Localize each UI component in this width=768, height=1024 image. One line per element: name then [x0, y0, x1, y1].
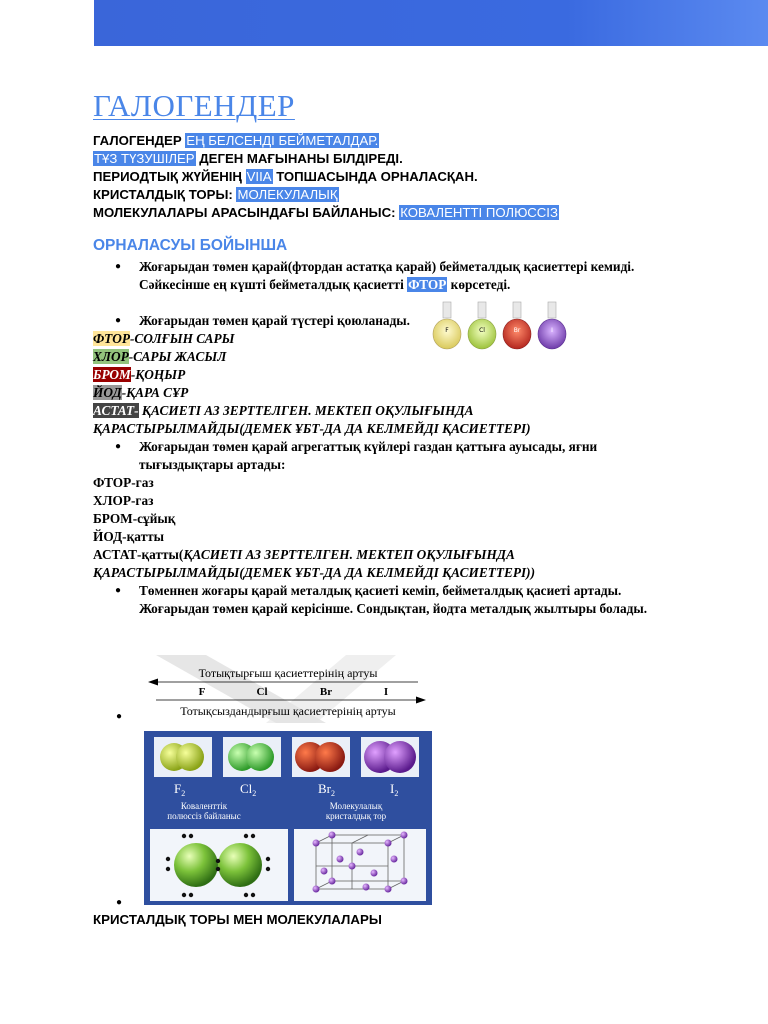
reducing-trend-label: Тотықсыздандырғыш қасиеттерінің артуы	[180, 704, 396, 718]
covalent-bond-label-1: Ковaленттік	[180, 801, 228, 811]
formula-i2: $I_2$	[390, 781, 399, 798]
flask-bromine	[503, 302, 531, 349]
flask-iodine	[538, 302, 566, 349]
intro-line-5: МОЛЕКУЛАЛАРЫ АРАСЫНДАҒЫ БАЙЛАНЫС: КОВАЛЕНТТІ ПОЛЮССІЗ	[93, 205, 558, 220]
bullet-colors: ● Жоғарыдан төмен қарай түстері қоюланады.	[93, 312, 653, 330]
color-item-iodine: ЙОД-ҚАРА СҰР	[93, 385, 189, 400]
oxidizing-trend-label: Тотықтырғыш қасиеттерінің артуы	[198, 666, 378, 680]
state-fluorine: ФТОР-газ	[93, 475, 154, 490]
bullet-nonmetal-property: ● Жоғарыдан төмен қарай(фтордан астатқа қарай) бейметалдық қасиеттері кемиді. Сәйкесінше ең күшті бейметалдық қасиетті ФТОР көрсетеді.	[93, 258, 653, 294]
intro-line-2: ТҰЗ ТҮЗУШІЛЕР ДЕГЕН МАҒЫНАНЫ БІЛДІРЕДІ.	[94, 151, 403, 166]
state-bromine: БРОМ-сұйық	[93, 511, 176, 526]
flask-chlorine	[468, 302, 496, 349]
color-item-chlorine: ХЛОР-САРЫ ЖАСЫЛ	[93, 349, 227, 364]
color-item-fluorine: ФТОР-СОЛҒЫН САРЫ	[93, 331, 235, 346]
lattice-label-2: кристалдық тор	[325, 811, 387, 821]
element-chlorine: Cl	[256, 686, 268, 698]
section-subtitle-lattice: КРИСТАЛДЫҚ ТОРЫ МЕН МОЛЕКУЛАЛАРЫ	[93, 912, 382, 927]
element-fluorine: F	[198, 686, 206, 698]
formula-br2: $Br_2$	[318, 781, 335, 798]
intro-line-3: ПЕРИОДТЫҚ ЖҮЙЕНІҢ VIIA ТОПШАСЫНДА ОРНАЛАСҚАН.	[93, 169, 478, 184]
flask-fluorine	[433, 302, 461, 349]
list-bullet: ●	[116, 897, 123, 908]
state-astatine: АСТАТ-қатты(ҚАСИЕТІ АЗ ЗЕРТТЕЛГЕН. МЕКТЕП ОҚУЛЫҒЫНДА ҚАРАСТЫРЫЛМАЙДЫ(ДЕМЕК ҰБТ-ДА ДА КЕЛМЕЙДІ ҚАСИЕТТЕРІ))	[93, 547, 536, 580]
list-bullet: ●	[116, 711, 123, 722]
svg-text:Br: Br	[513, 327, 521, 334]
element-bromine: Br	[319, 686, 333, 698]
state-iodine: ЙОД-қатты	[93, 529, 165, 544]
svg-text:I: I	[551, 327, 553, 334]
formula-f2: $F_2$	[174, 781, 186, 798]
intro-block	[93, 132, 693, 222]
redox-trend-figure	[146, 655, 430, 723]
svg-text:F: F	[445, 327, 449, 334]
color-item-astatine: АСТАТ- ҚАСИЕТІ АЗ ЗЕРТТЕЛГЕН. МЕКТЕП ОҚУЛЫҒЫНДА ҚАРАСТЫРЫЛМАЙДЫ(ДЕМЕК ҰБТ-ДА ДА КЕЛМЕЙДІ ҚАСИЕТТЕРІ)	[93, 403, 531, 436]
intro-line-4: КРИСТАЛДЫҚ ТОРЫ: МОЛЕКУЛАЛЫҚ	[93, 187, 338, 202]
section-title: ОРНАЛАСУЫ БОЙЫНША	[93, 237, 288, 254]
svg-text:Cl: Cl	[479, 327, 485, 334]
state-chlorine: ХЛОР-газ	[93, 493, 154, 508]
intro-line-1: ГАЛОГЕНДЕР ЕҢ БЕЛСЕНДІ БЕЙМЕТАЛДАР.	[93, 133, 379, 148]
covalent-bond-label-2: полюссіз байланыс	[167, 811, 241, 821]
element-iodine: I	[383, 686, 389, 698]
page-title: ГАЛОГЕНДЕР	[93, 88, 295, 123]
bullet-aggregate-state: ● Жоғарыдан төмен қарай агрегаттық күйлері газдан қаттыға ауысады, яғни тығыздықтары артады:	[93, 438, 653, 474]
formula-cl2: $Cl_2$	[240, 781, 257, 798]
halogen-molecules-figure	[144, 731, 432, 905]
halogen-flasks-image	[432, 300, 572, 352]
bullet-metallic-property: ● Төменнен жоғары қарай металдық қасиеті кеміп, бейметалдық қасиеті артады. Жоғарыдан төмен қарай керісінше. Сондықтан, йодта металдық жылтыры болады.	[93, 582, 653, 618]
header-banner	[94, 0, 768, 46]
lattice-label-1: Молекулалық	[329, 801, 383, 811]
color-item-bromine: БРОМ-ҚОҢЫР	[93, 367, 186, 382]
